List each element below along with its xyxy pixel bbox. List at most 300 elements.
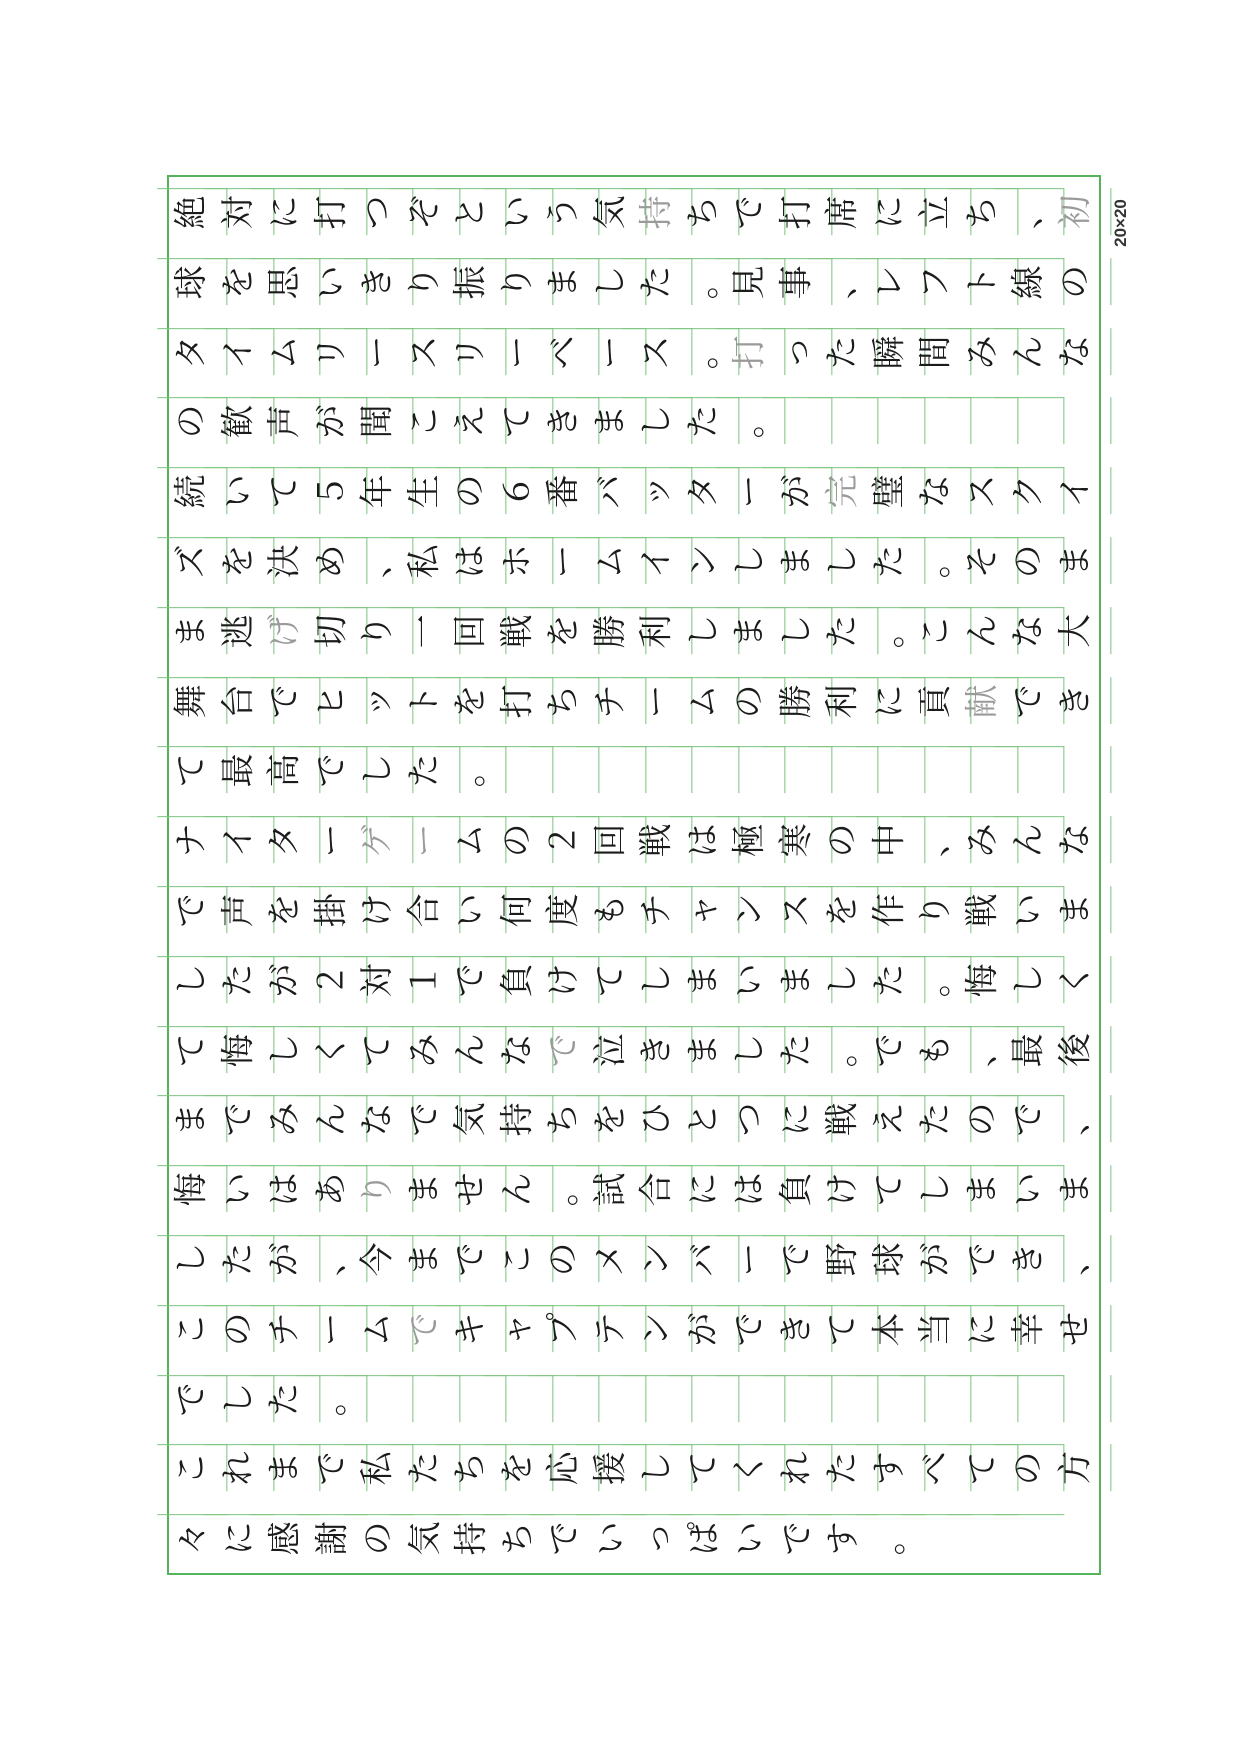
manuscript-cell: 持 [483,1096,553,1143]
manuscript-cell: し [808,538,878,585]
manuscript-cell: の [529,1236,599,1283]
manuscript-cell: り [483,258,553,305]
manuscript-cell: し [250,1026,320,1073]
manuscript-cell: を [250,887,320,934]
manuscript-cell: レ [855,258,925,305]
manuscript-cell: い [715,1515,785,1562]
manuscript-cell: こ [157,1305,227,1352]
manuscript-cell: く [1041,956,1111,1003]
manuscript-cell: た [390,1445,460,1492]
manuscript-cell: 生 [390,468,460,515]
manuscript-cell: し [157,956,227,1003]
manuscript-cell: 。 [901,956,971,1003]
manuscript-cell: 切 [297,607,367,654]
manuscript-cell: み [948,817,1018,864]
manuscript-cell: 完 [808,468,878,515]
manuscript-cell: た [855,956,925,1003]
manuscript-cell: ー [297,1305,367,1352]
manuscript-cell: あ [297,1166,367,1213]
manuscript-cell: し [762,607,832,654]
manuscript-cell: タ [669,468,739,515]
manuscript-cell: ん [948,607,1018,654]
manuscript-cell: て [808,1305,878,1352]
manuscript-cell: 。 [808,1026,878,1073]
manuscript-cell: と [669,1096,739,1143]
manuscript-cell: た [855,538,925,585]
manuscript-cell: め [297,538,367,585]
manuscript-cell: で [157,1375,227,1422]
manuscript-cell: ャ [669,887,739,934]
manuscript-cell: 、 [808,258,878,305]
manuscript-cell: の [343,1515,413,1562]
manuscript-cell: つ [715,1096,785,1143]
manuscript-cell: ま [1041,1166,1111,1213]
manuscript-cell: の [808,817,878,864]
manuscript-cell: 々 [157,1515,227,1562]
manuscript-cell: こ [483,1236,553,1283]
manuscript-cell: で [855,1026,925,1073]
manuscript-cell: に [855,677,925,724]
manuscript-cell: た [622,258,692,305]
manuscript-cell: 振 [436,258,506,305]
manuscript-cell: ン [669,538,739,585]
manuscript-cell: ま [390,1166,460,1213]
manuscript-cell: フ [901,258,971,305]
manuscript-cell: た [204,956,274,1003]
manuscript-cell: 気 [576,189,646,236]
manuscript-cell: ス [390,328,460,375]
manuscript-cell: 逃 [204,607,274,654]
manuscript-cell: イ [622,538,692,585]
manuscript-cell: け [808,1166,878,1213]
manuscript-cell: で [529,1026,599,1073]
manuscript-cell: テ [576,1305,646,1352]
manuscript-cell: し [715,538,785,585]
manuscript-cell: 悔 [948,956,1018,1003]
manuscript-cell: こ [157,1445,227,1492]
manuscript-cell: 、 [901,817,971,864]
manuscript-cell: 初 [1041,189,1111,236]
manuscript-cell: ち [483,1515,553,1562]
manuscript-cell: ん [297,1096,367,1143]
manuscript-cell: て [157,747,227,794]
manuscript-cell: り [343,607,413,654]
manuscript-cell: ス [622,328,692,375]
manuscript-cell: 幸 [994,1305,1064,1352]
manuscript-cell: す [855,1445,925,1492]
manuscript-cell: ま [1041,887,1111,934]
manuscript-cell: 打 [483,677,553,724]
manuscript-cell: ひ [622,1096,692,1143]
manuscript-cell: 決 [250,538,320,585]
manuscript-cell: ま [715,607,785,654]
manuscript-grid [167,175,1101,1575]
manuscript-cell: ま [948,1166,1018,1213]
manuscript-cell: ま [669,1026,739,1073]
manuscript-cell: メ [576,1236,646,1283]
manuscript-cell: に [948,1305,1018,1352]
manuscript-cell: し [669,607,739,654]
manuscript-cell: が [901,1236,971,1283]
manuscript-cell: ク [994,468,1064,515]
manuscript-cell: き [1041,677,1111,724]
manuscript-cell: 利 [622,607,692,654]
manuscript-cell: ー [576,328,646,375]
manuscript-cell: 。 [901,538,971,585]
manuscript-cell: 持 [622,189,692,236]
manuscript-cell: 悔 [157,1166,227,1213]
manuscript-cell: チ [576,677,646,724]
manuscript-cell: が [250,956,320,1003]
manuscript-cell: ち [436,1445,506,1492]
manuscript-cell: 瞬 [855,328,925,375]
manuscript-cell: 対 [343,956,413,1003]
manuscript-cell: ム [250,328,320,375]
manuscript-cell: 勝 [762,677,832,724]
manuscript-cell: 持 [436,1515,506,1562]
manuscript-cell: で [250,677,320,724]
manuscript-cell: で [994,677,1064,724]
manuscript-cell: し [622,398,692,445]
manuscript-cell: キ [436,1305,506,1352]
manuscript-cell: で [436,956,506,1003]
manuscript-cell: 思 [250,258,320,305]
manuscript-cell: 私 [390,538,460,585]
manuscript-cell [1041,1515,1111,1562]
manuscript-cell: ち [948,189,1018,236]
manuscript-cell: 試 [576,1166,646,1213]
manuscript-cell: 中 [855,817,925,864]
manuscript-cell: 極 [715,817,785,864]
manuscript-cell: れ [204,1445,274,1492]
manuscript-cell: ま [157,1096,227,1143]
manuscript-cell: き [529,398,599,445]
manuscript-cell [1041,398,1111,445]
manuscript-cell: そ [948,538,1018,585]
manuscript-cell: し [994,956,1064,1003]
manuscript-cell: し [204,1375,274,1422]
manuscript-cell: ー [529,538,599,585]
manuscript-cell: き [762,1305,832,1352]
manuscript-cell: た [901,1096,971,1143]
manuscript-cell: 、 [948,1026,1018,1073]
manuscript-cell: ま [390,1236,460,1283]
manuscript-cell: な [483,1026,553,1073]
manuscript-cell: つ [343,189,413,236]
manuscript-cell: ー [715,468,785,515]
manuscript-cell: ん [994,817,1064,864]
manuscript-cell: え [855,1096,925,1143]
manuscript-cell: ー [622,677,692,724]
manuscript-cell: ー [297,817,367,864]
manuscript-cell: 。 [669,328,739,375]
manuscript-cell: い [994,1166,1064,1213]
manuscript-cell: で [297,747,367,794]
manuscript-cell: で [715,189,785,236]
manuscript-cell: ズ [157,538,227,585]
manuscript-cell: 戦 [948,887,1018,934]
manuscript-cell: 野 [808,1236,878,1283]
manuscript-cell: ナ [157,817,227,864]
manuscript-cell: 後 [1041,1026,1111,1073]
manuscript-cell: ま [529,258,599,305]
manuscript-cell: た [390,747,460,794]
manuscript-cell: い [297,258,367,305]
manuscript-cell: っ [762,328,832,375]
manuscript-cell: ッ [622,468,692,515]
manuscript-cell: 番 [529,468,599,515]
manuscript-cell: ホ [483,538,553,585]
manuscript-cell: い [204,468,274,515]
manuscript-cell: し [343,747,413,794]
manuscript-cell: こ [390,398,460,445]
manuscript-cell: の [948,1096,1018,1143]
manuscript-cell: の [994,1445,1064,1492]
manuscript-cell: 当 [901,1305,971,1352]
manuscript-cell: 最 [994,1026,1064,1073]
manuscript-cell: で [390,1096,460,1143]
manuscript-cell: 度 [529,887,599,934]
manuscript-cell: 泣 [576,1026,646,1073]
manuscript-cell: プ [529,1305,599,1352]
manuscript-cell: て [343,1026,413,1073]
manuscript-cell: の [715,677,785,724]
grid-size-text: 20×20 [1111,199,1130,247]
manuscript-cell: イ [204,328,274,375]
manuscript-cell: で [715,1305,785,1352]
manuscript-cell: 応 [529,1445,599,1492]
manuscript-cell: ぱ [669,1515,739,1562]
manuscript-cell: い [576,1515,646,1562]
manuscript-cell: り [901,887,971,934]
manuscript-cell: 声 [204,887,274,934]
manuscript-cell: た [250,1375,320,1422]
manuscript-cell: く [715,1445,785,1492]
manuscript-cell: 声 [250,398,320,445]
manuscript-cell: ム [576,538,646,585]
manuscript-cell: 私 [343,1445,413,1492]
manuscript-cell: ま [1041,538,1111,585]
manuscript-cell: 、 [1041,1096,1111,1143]
manuscript-cell: は [669,817,739,864]
manuscript-cell: い [994,887,1064,934]
manuscript-cell: で [948,1236,1018,1283]
manuscript-cell: 、 [1041,1236,1111,1283]
manuscript-cell: い [436,887,506,934]
manuscript-cell: し [808,956,878,1003]
manuscript-cell: 台 [204,677,274,724]
manuscript-cell: 大 [1041,607,1111,654]
manuscript-cell: ち [529,1096,599,1143]
manuscript-cell: 打 [297,189,367,236]
manuscript-cell: せ [436,1166,506,1213]
manuscript-cell: な [1041,328,1111,375]
manuscript-cell: い [715,956,785,1003]
manuscript-cell: 。 [529,1166,599,1213]
manuscript-cell: 璧 [855,468,925,515]
manuscript-cell: べ [901,1445,971,1492]
manuscript-cell: し [622,1445,692,1492]
manuscript-cell: で [204,1096,274,1143]
manuscript-cell: い [204,1166,274,1213]
manuscript-cell: て [855,1166,925,1213]
manuscript-cell: 悔 [204,1026,274,1073]
manuscript-cell: て [669,1445,739,1492]
manuscript-cell: た [808,607,878,654]
manuscript-cell: バ [576,468,646,515]
manuscript-cell: た [808,328,878,375]
manuscript-cell: い [483,189,553,236]
manuscript-cell: は [250,1166,320,1213]
manuscript-cell: が [669,1305,739,1352]
manuscript-cell: ま [250,1445,320,1492]
manuscript-cell: ま [157,607,227,654]
manuscript-cell: に [204,1515,274,1562]
manuscript-cell: ト [948,258,1018,305]
manuscript-cell: ぞ [390,189,460,236]
manuscript-cell: の [1041,258,1111,305]
manuscript-cell: み [390,1026,460,1073]
manuscript-cell: 。 [297,1375,367,1422]
manuscript-cell: ン [622,1236,692,1283]
manuscript-cell: な [994,607,1064,654]
manuscript-cell: に [762,1096,832,1143]
manuscript-cell: 打 [762,189,832,236]
manuscript-cell: み [250,1096,320,1143]
manuscript-cell: ち [669,189,739,236]
manuscript-cell: ん [994,328,1064,375]
manuscript-cell: 球 [157,258,227,305]
manuscript-cell: 合 [622,1166,692,1213]
manuscript-cell: し [622,956,692,1003]
manuscript-cell [1041,747,1111,794]
manuscript-cell: り [390,258,460,305]
manuscript-cell: が [762,468,832,515]
manuscript-cell: が [297,398,367,445]
manuscript-cell: な [343,1096,413,1143]
manuscript-cell: 謝 [297,1515,367,1562]
manuscript-cell: て [483,398,553,445]
manuscript-cell: 負 [483,956,553,1003]
manuscript-cell: で [529,1515,599,1562]
manuscript-cell: 戦 [622,817,692,864]
manuscript-cell: す [808,1515,878,1562]
manuscript-cell: 絶 [157,189,227,236]
manuscript-cell: 、 [297,1236,367,1283]
manuscript-cell: 。 [669,258,739,305]
manuscript-cell: 献 [948,677,1018,724]
manuscript-cell: ス [948,468,1018,515]
manuscript-cell: 。 [855,1515,925,1562]
manuscript-cell: ッ [343,677,413,724]
manuscript-cell: ー [715,1236,785,1283]
manuscript-cell: に [669,1166,739,1213]
manuscript-cell: て [250,468,320,515]
manuscript-cell: 援 [576,1445,646,1492]
manuscript-cell: し [157,1236,227,1283]
manuscript-cell: ス [762,887,832,934]
manuscript-cell: 気 [390,1515,460,1562]
manuscript-cell: 寒 [762,817,832,864]
manuscript-cell: 回 [576,817,646,864]
manuscript-cell: の [204,1305,274,1352]
manuscript-cell: 高 [250,747,320,794]
manuscript-cell: 本 [855,1305,925,1352]
manuscript-cell: タ [250,817,320,864]
manuscript-cell: た [204,1236,274,1283]
manuscript-cell: ま [669,956,739,1003]
manuscript-cell: き [994,1236,1064,1283]
manuscript-cell: 立 [901,189,971,236]
manuscript-cell: ン [715,887,785,934]
manuscript-cell: な [901,468,971,515]
manuscript-cell: 今 [343,1236,413,1283]
manuscript-cell: 回 [436,607,506,654]
manuscript-cell: な [1041,817,1111,864]
manuscript-cell: 感 [250,1515,320,1562]
manuscript-cell: て [157,1026,227,1073]
manuscript-cell: て [948,1445,1018,1492]
manuscript-cell: で [994,1096,1064,1143]
manuscript-cell: 一 [390,607,460,654]
manuscript-cell: ム [343,1305,413,1352]
manuscript-cell: ト [390,677,460,724]
manuscript-cell: １ [390,956,460,1003]
manuscript-cell: に [855,189,925,236]
manuscript-cell [1041,1375,1111,1422]
manuscript-cell: 見 [715,258,785,305]
manuscript-cell: 対 [204,189,274,236]
manuscript-cell: ャ [483,1305,553,1352]
manuscript-cell: ゲ [343,817,413,864]
manuscript-cell: を [204,538,274,585]
manuscript-cell: 打 [715,328,785,375]
manuscript-cell: ん [436,1026,506,1073]
manuscript-cell: の [157,398,227,445]
manuscript-cell: 舞 [157,677,227,724]
manuscript-cell: ２ [297,956,367,1003]
manuscript-cell: は [436,538,506,585]
manuscript-cell: で [390,1305,460,1352]
manuscript-cell: え [436,398,506,445]
manuscript-cell: 方 [1041,1445,1111,1492]
manuscript-cell: 歓 [204,398,274,445]
manuscript-cell: は [715,1166,785,1213]
manuscript-cell: 聞 [343,398,413,445]
manuscript-cell: 負 [762,1166,832,1213]
manuscript-cell: リ [297,328,367,375]
manuscript-cell: り [343,1166,413,1213]
manuscript-cell: け [343,887,413,934]
manuscript-cell: 戦 [808,1096,878,1143]
manuscript-cell: タ [157,328,227,375]
manuscript-cell: の [436,468,506,515]
manuscript-cell: し [715,1026,785,1073]
manuscript-cell: ん [483,1166,553,1213]
manuscript-cell: ン [622,1305,692,1352]
manuscript-cell: 続 [157,468,227,515]
manuscript-cell: た [762,1026,832,1073]
manuscript-cell: が [250,1236,320,1283]
manuscript-cell: で [157,887,227,934]
manuscript-cell: ま [576,398,646,445]
manuscript-cell: 事 [762,258,832,305]
manuscript-cell: ー [390,817,460,864]
manuscript-cell: ２ [529,817,599,864]
manuscript-cell: ま [762,538,832,585]
manuscript-cell: 間 [901,328,971,375]
manuscript-cell: 。 [715,398,785,445]
